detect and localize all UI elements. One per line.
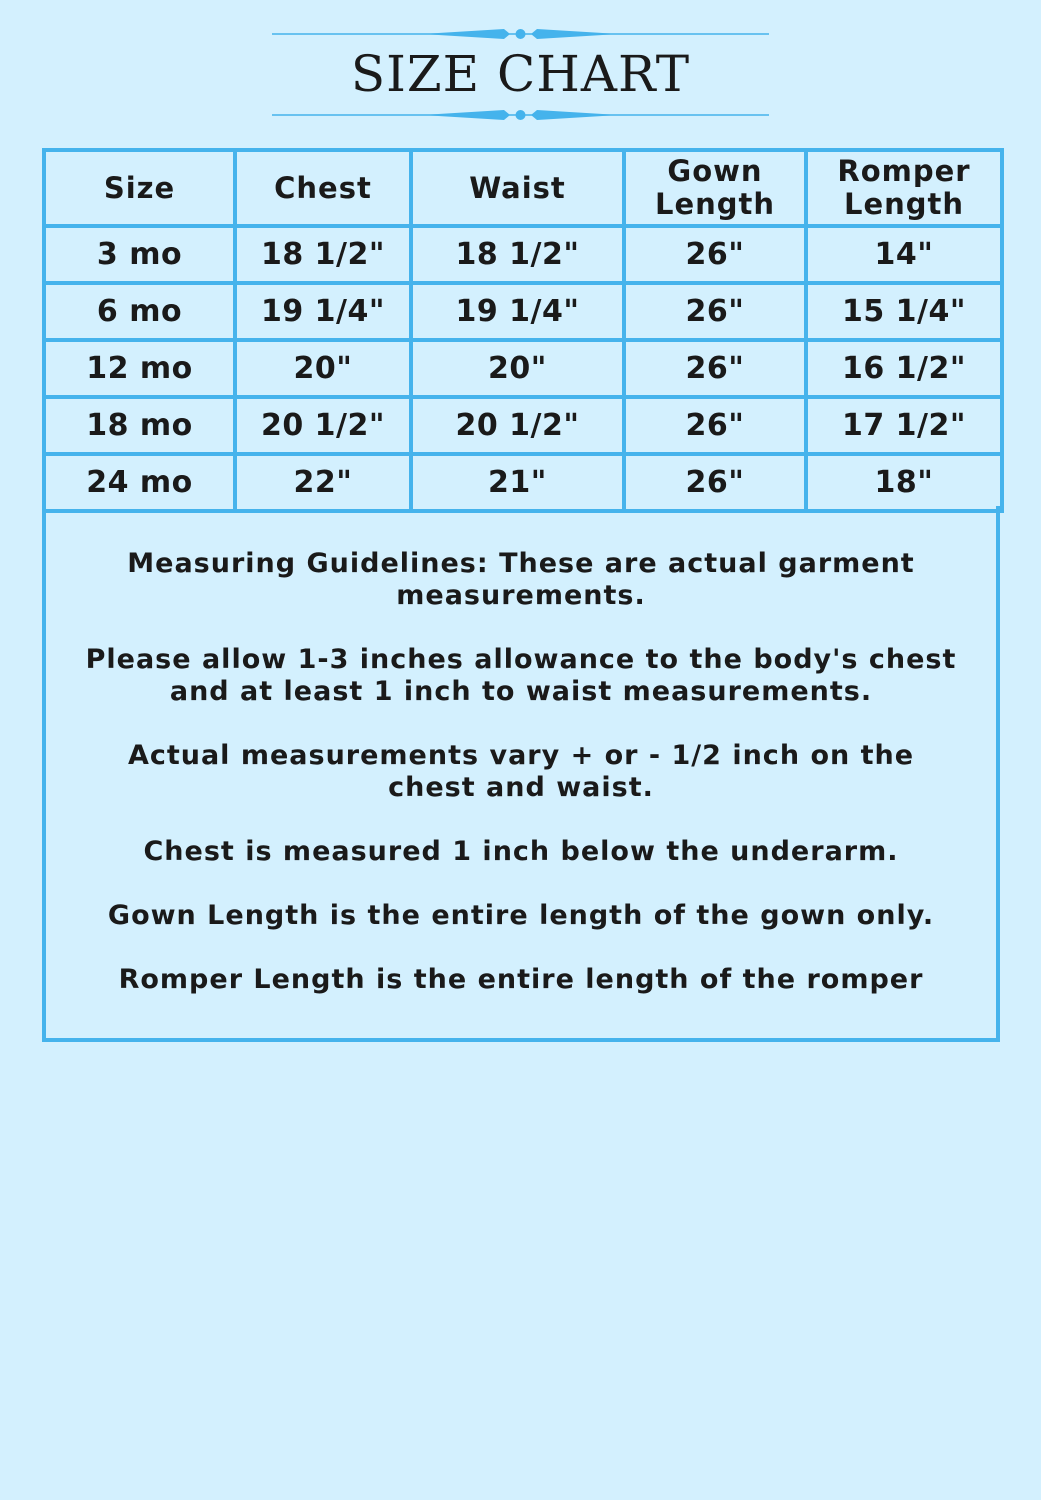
waist-cell: 18 1/2" bbox=[411, 226, 624, 283]
title-header bbox=[272, 26, 769, 122]
chest-cell: 18 1/2" bbox=[235, 226, 411, 283]
size-cell: 18 mo bbox=[44, 397, 235, 454]
romper-length-cell: 18" bbox=[806, 454, 1002, 511]
guideline-note: Measuring Guidelines: These are actual garment measurements. bbox=[127, 548, 915, 611]
waist-cell: 19 1/4" bbox=[411, 283, 624, 340]
guideline-note: Actual measurements vary + or - 1/2 inch on the chest and waist. bbox=[127, 740, 915, 803]
romper-length-cell: 17 1/2" bbox=[806, 397, 1002, 454]
table-row bbox=[44, 454, 1002, 511]
guideline-note: Please allow 1-3 inches allowance to the body's chest and at least 1 inch to waist measurements. bbox=[85, 644, 957, 707]
guideline-note: Gown Length is the entire length of the gown only. bbox=[107, 900, 935, 931]
size-cell: 24 mo bbox=[44, 454, 235, 511]
waist-cell: 20 1/2" bbox=[411, 397, 624, 454]
waist-cell: 20" bbox=[411, 340, 624, 397]
gown-length-cell: 26" bbox=[624, 397, 806, 454]
header-chest: Chest bbox=[235, 150, 411, 226]
table-row bbox=[44, 283, 1002, 340]
size-cell: 3 mo bbox=[44, 226, 235, 283]
size-cell: 6 mo bbox=[44, 283, 235, 340]
table-row bbox=[44, 340, 1002, 397]
guideline-note: Chest is measured 1 inch below the underarm. bbox=[143, 836, 899, 867]
header-romper-length: Romper Length bbox=[806, 150, 1002, 226]
page-title: SIZE CHART bbox=[350, 45, 691, 103]
romper-length-cell: 14" bbox=[806, 226, 1002, 283]
waist-cell: 21" bbox=[411, 454, 624, 511]
ornament-divider-top-icon bbox=[272, 26, 769, 46]
table-row bbox=[44, 397, 1002, 454]
table-row bbox=[44, 226, 1002, 283]
table-header-row bbox=[44, 150, 1002, 226]
gown-length-cell: 26" bbox=[624, 226, 806, 283]
guideline-note: Romper Length is the entire length of the romper bbox=[118, 964, 924, 995]
size-cell: 12 mo bbox=[44, 340, 235, 397]
ornament-divider-bottom-icon bbox=[272, 105, 769, 125]
gown-length-cell: 26" bbox=[624, 283, 806, 340]
gown-length-cell: 26" bbox=[624, 454, 806, 511]
chest-cell: 19 1/4" bbox=[235, 283, 411, 340]
measuring-guidelines-box bbox=[42, 506, 1000, 1042]
chest-cell: 20" bbox=[235, 340, 411, 397]
size-table bbox=[42, 148, 1004, 513]
chest-cell: 20 1/2" bbox=[235, 397, 411, 454]
header-waist: Waist bbox=[411, 150, 624, 226]
header-size: Size bbox=[44, 150, 235, 226]
gown-length-cell: 26" bbox=[624, 340, 806, 397]
header-gown-length: Gown Length bbox=[624, 150, 806, 226]
romper-length-cell: 16 1/2" bbox=[806, 340, 1002, 397]
romper-length-cell: 15 1/4" bbox=[806, 283, 1002, 340]
chest-cell: 22" bbox=[235, 454, 411, 511]
